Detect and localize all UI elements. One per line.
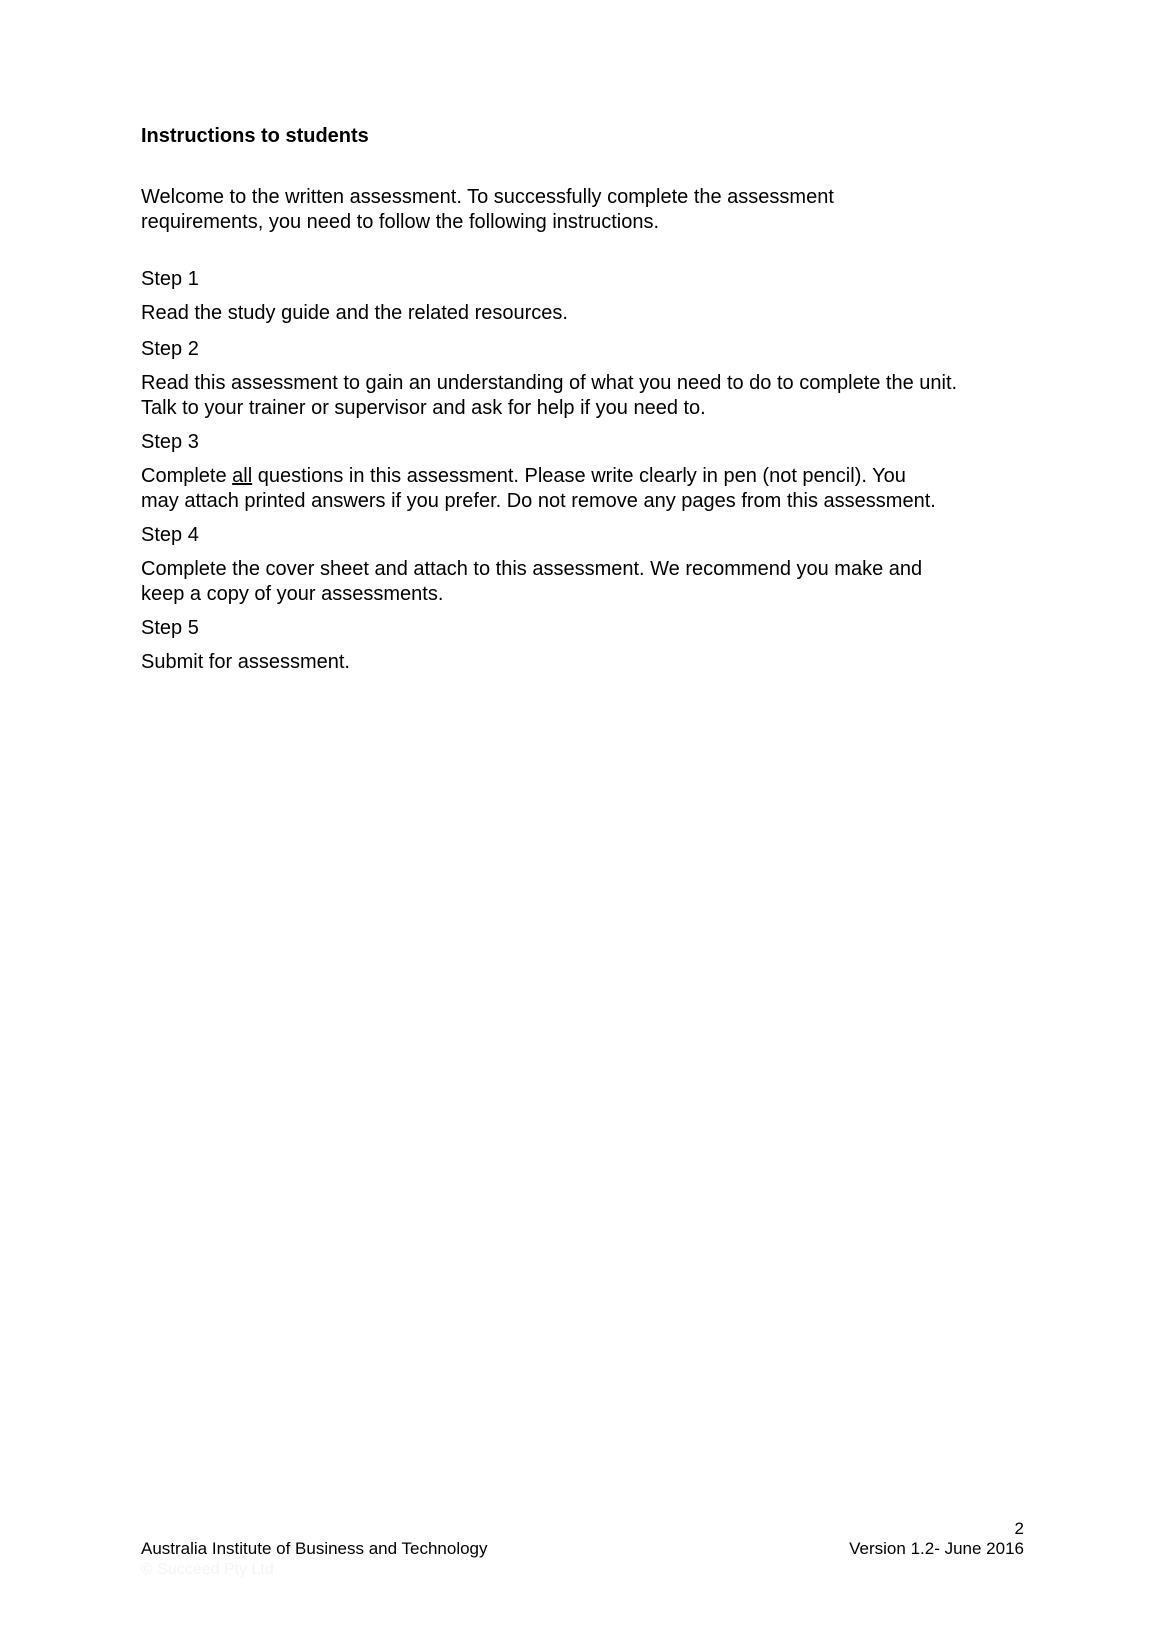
footer-institution: Australia Institute of Business and Technology	[141, 1539, 488, 1558]
step-2-text	[141, 371, 957, 421]
step-2-label: Step 2	[141, 338, 199, 360]
step-3-underlined-all: all	[232, 465, 253, 487]
intro-line: Welcome to the written assessment. To successfully complete the assessment	[141, 186, 834, 208]
page-number: 2	[1014, 1519, 1024, 1538]
step-4-text	[141, 557, 922, 607]
step-4-line: Complete the cover sheet and attach to this assessment. We recommend you make and	[141, 558, 923, 580]
intro-line: requirements, you need to follow the following instructions.	[141, 211, 660, 233]
step-3-text-after: questions in this assessment. Please write clearly in pen (not pencil). You	[252, 465, 906, 487]
step-4-line: keep a copy of your assessments.	[141, 583, 444, 605]
step-3-line: may attach printed answers if you prefer. Do not remove any pages from this assessment.	[141, 490, 936, 512]
step-4-label: Step 4	[141, 524, 199, 546]
step-1-text	[141, 301, 568, 326]
step-5-label: Step 5	[141, 617, 199, 639]
step-2-line: Read this assessment to gain an understanding of what you need to do to complete the unit.	[141, 372, 958, 394]
step-2-line: Talk to your trainer or supervisor and ask for help if you need to.	[141, 397, 706, 419]
step-5-text	[141, 650, 350, 675]
step-3-label: Step 3	[141, 431, 199, 453]
footer-copyright: © Succeed Pty Ltd	[141, 1561, 274, 1578]
footer-version: Version 1.2- June 2016	[849, 1539, 1024, 1558]
step-5-line: Submit for assessment.	[141, 651, 350, 673]
step-1-line: Read the study guide and the related resources.	[141, 302, 568, 324]
step-3-text	[141, 464, 936, 514]
page-heading: Instructions to students	[141, 125, 369, 147]
intro-paragraph	[141, 185, 1041, 235]
step-1-label: Step 1	[141, 268, 199, 290]
step-3-line	[141, 464, 936, 489]
step-3-text-before: Complete	[141, 465, 233, 487]
